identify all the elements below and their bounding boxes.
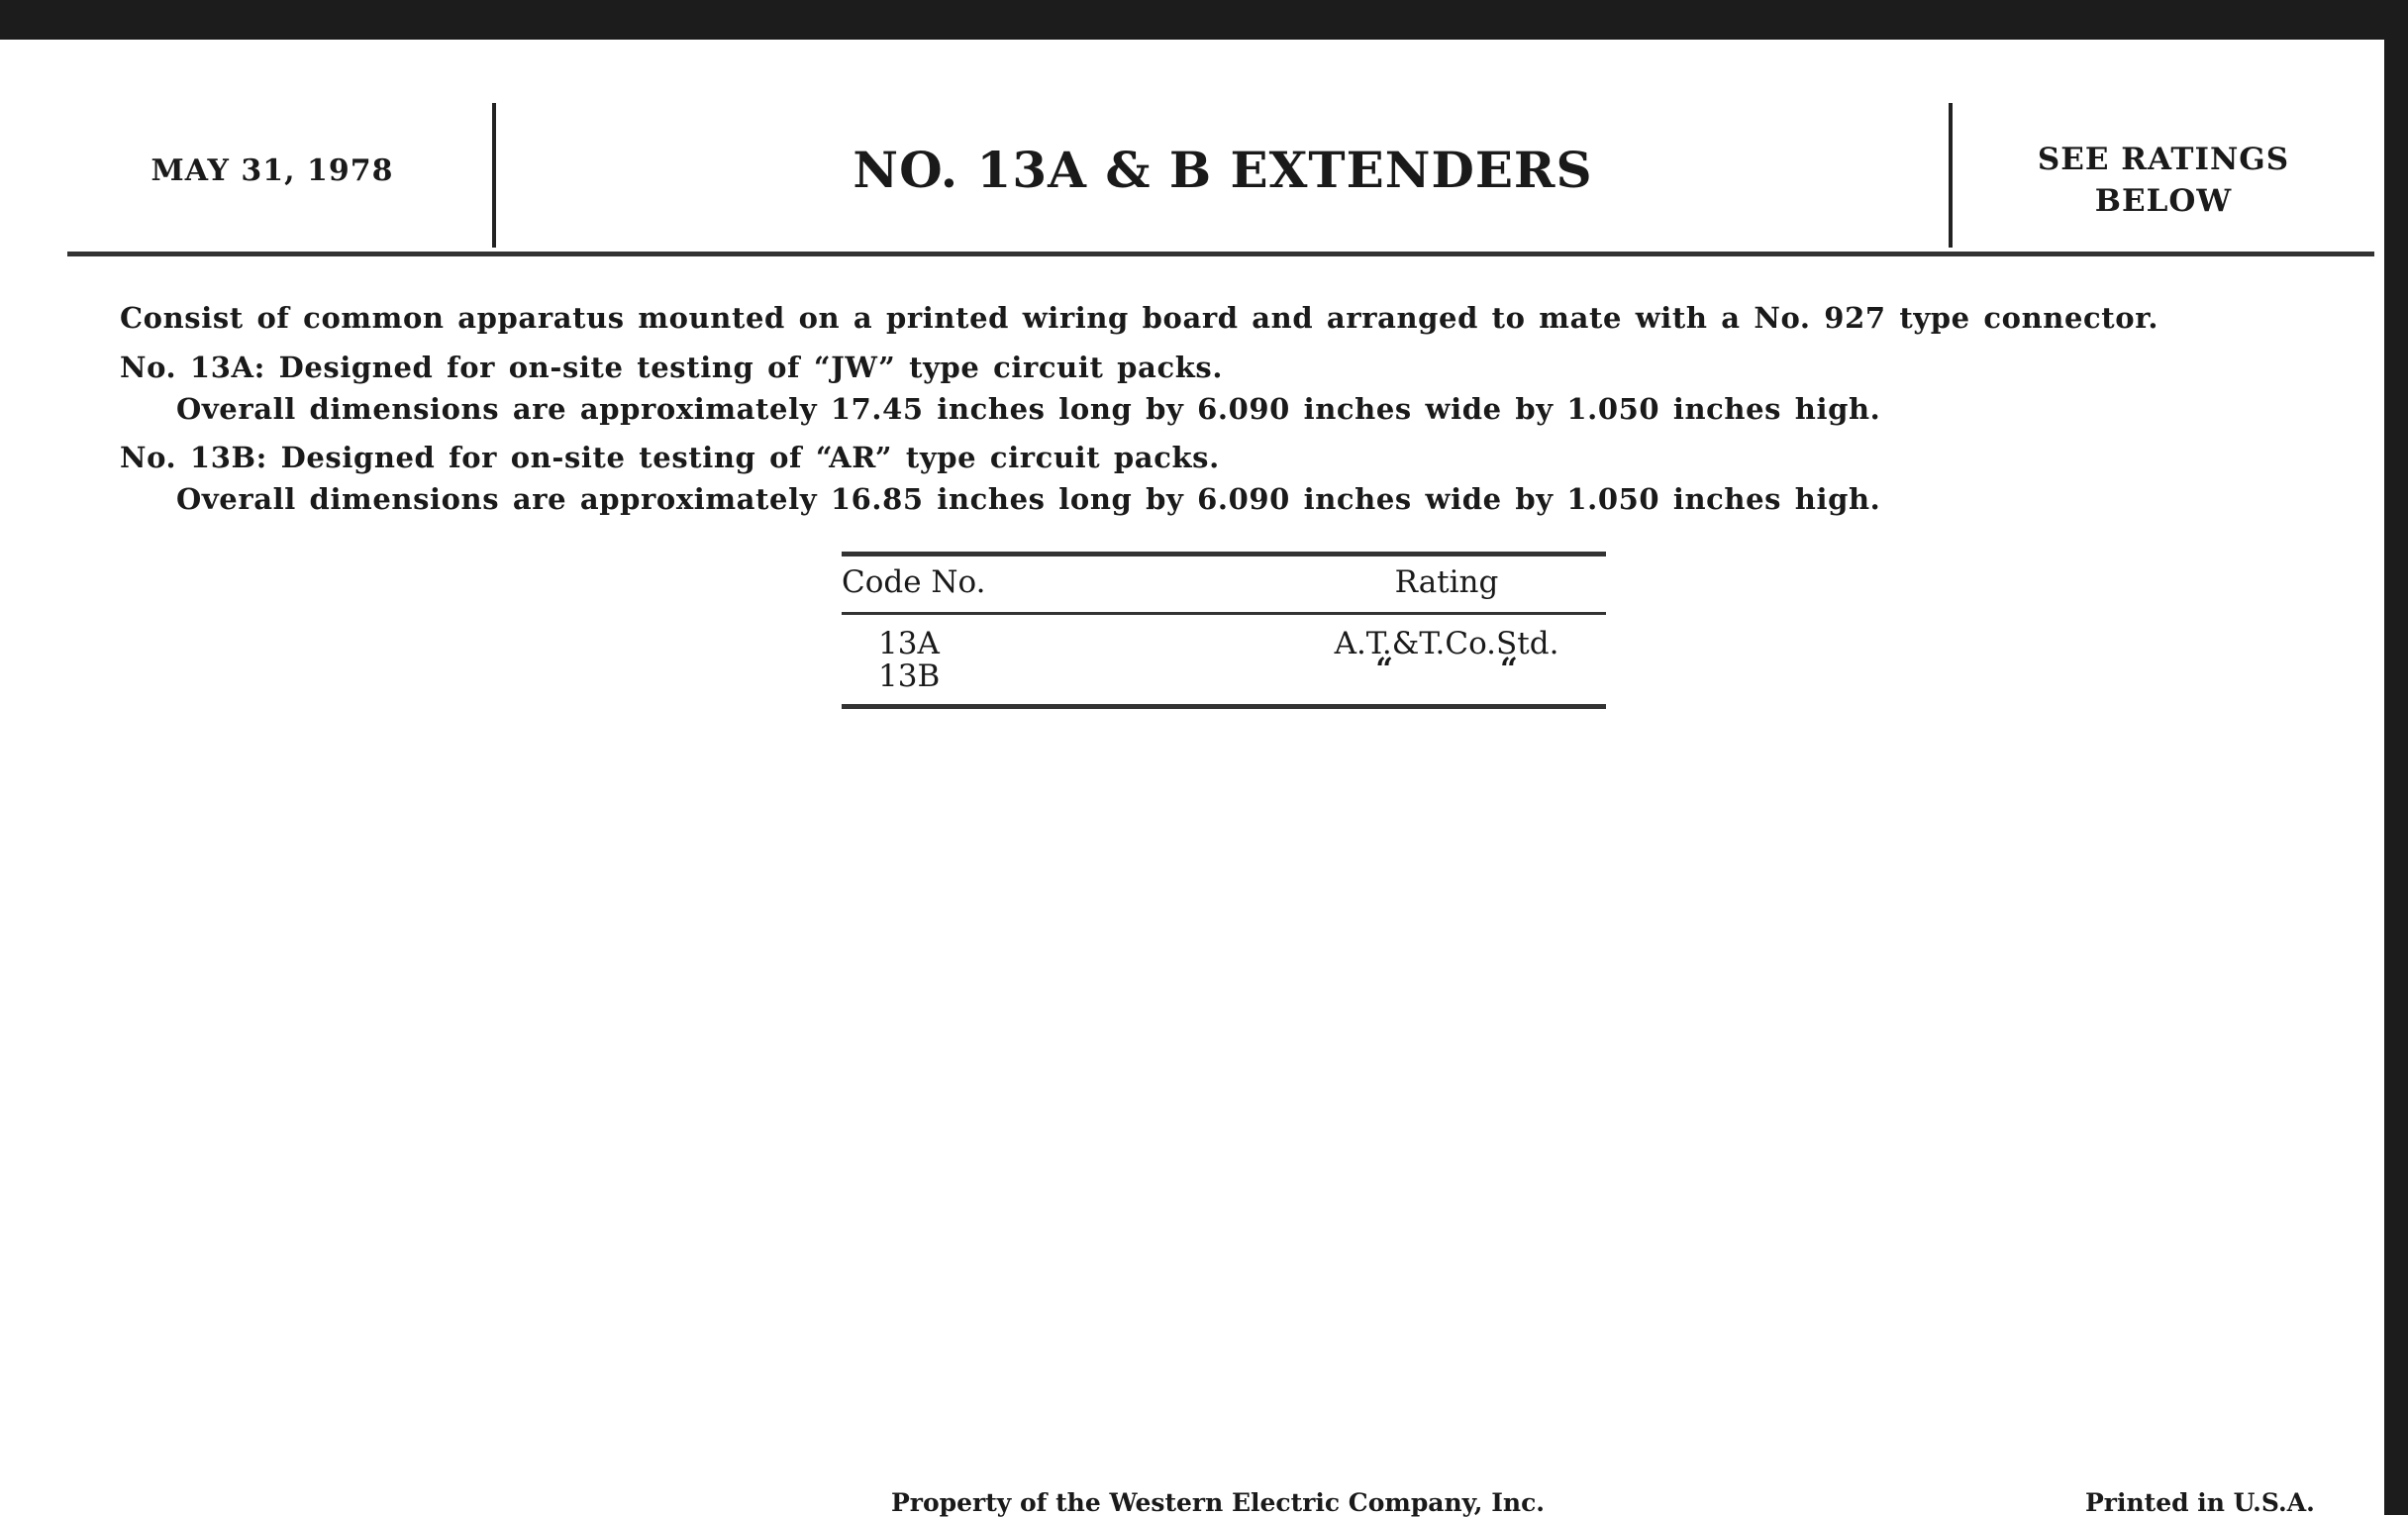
rating-cell: “ “	[1375, 652, 1518, 687]
document-date: MAY 31, 1978	[150, 153, 394, 188]
scan-right-border	[2384, 0, 2408, 1515]
page-title: NO. 13A & B EXTENDERS	[853, 141, 1593, 199]
ratings-note-line: BELOW	[2094, 183, 2233, 219]
rating-cell: A.T.&T.Co.Std.	[1334, 626, 1559, 661]
footer-printed: Printed in U.S.A.	[2085, 1488, 2315, 1517]
header-divider	[1949, 103, 1953, 248]
intro-text: Consist of common apparatus mounted on a printed wiring board and arranged to mate with a No. 927 type connector.	[120, 301, 2159, 335]
column-header-rating: Rating	[1394, 564, 1499, 600]
header-rule	[67, 252, 2374, 256]
ratings-note	[1956, 139, 2371, 222]
table-top-rule	[842, 552, 1606, 556]
item-13b-description: No. 13B: Designed for on-site testing of “AR” type circuit packs.	[120, 441, 1220, 474]
table-bottom-rule	[842, 704, 1606, 709]
item-13b-dimensions: Overall dimensions are approximately 16.85 inches long by 6.090 inches wide by 1.050 inches high.	[176, 482, 1881, 516]
item-13a-dimensions: Overall dimensions are approximately 17.45 inches long by 6.090 inches wide by 1.050 inches high.	[176, 392, 1881, 426]
code-cell: 13B	[878, 658, 941, 694]
ratings-note-line: SEE RATINGS	[2037, 142, 2290, 177]
column-header-code: Code No.	[842, 564, 986, 600]
item-13a-description: No. 13A: Designed for on-site testing of “JW” type circuit packs.	[120, 351, 1224, 384]
header-divider	[492, 103, 496, 248]
footer-property: Property of the Western Electric Company, Inc.	[891, 1488, 1546, 1517]
table-header-rule	[842, 612, 1606, 615]
code-cell: 13A	[878, 626, 940, 661]
scan-top-border	[0, 0, 2408, 40]
